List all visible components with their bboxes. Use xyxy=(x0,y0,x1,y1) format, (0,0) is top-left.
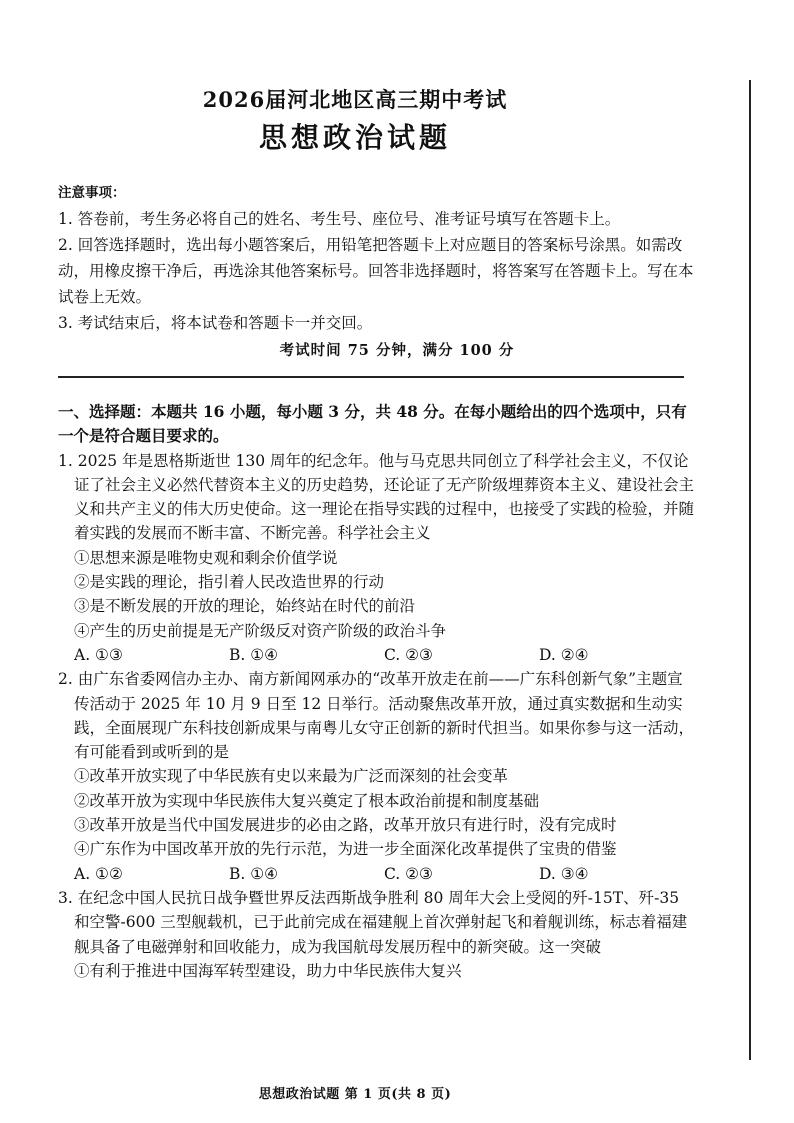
notice-block xyxy=(58,182,698,336)
answer-a: A. ①② xyxy=(74,864,123,883)
subject-title: 思想政治试题 xyxy=(258,121,451,154)
divider-line xyxy=(58,376,684,378)
answer-b: B. ①④ xyxy=(229,864,279,883)
answer-d: D. ③④ xyxy=(539,864,589,883)
answer-c: C. ②③ xyxy=(384,645,433,664)
question-3-stem: 3. 在纪念中国人民抗日战争暨世界反法西斯战争胜利 80 周年大会上受阅的歼-15T、歼-35 和空警-600 三型舰载机，已于此前完成在福建舰上首次弹射起飞和着舰训练，标志着福建舰具备了电磁弹射和回收能力，成为我国航母发展历程中的新突破。这一突破 xyxy=(58,888,688,956)
answer-d: D. ②④ xyxy=(539,645,589,664)
question-1-option: ②是实践的理论，指引着人民改造世界的行动 xyxy=(74,573,385,592)
question-3-option: ①有利于推进中国海军转型建设，助力中华民族伟大复兴 xyxy=(74,961,462,980)
page-footer: 思想政治试题 第 1 页(共 8 页) xyxy=(258,1087,452,1102)
question-1-option: ④产生的历史前提是无产阶级反对资产阶级的政治斗争 xyxy=(74,621,447,640)
notice-item-2: 2. 回答选择题时，选出每小题答案后，用铅笔把答题卡上对应题目的答案标号涂黑。如需改动，用橡皮擦干净后，再选涂其他答案标号。回答非选择题时，将答案写在答题卡上。写在本试卷上无效。 xyxy=(58,236,694,306)
exam-time: 考试时间 75 分钟，满分 100 分 xyxy=(279,342,515,359)
answer-c: C. ②③ xyxy=(384,864,433,883)
notice-item-1: 1. 答卷前，考生务必将自己的姓名、考生号、座位号、准考证号填写在答题卡上。 xyxy=(58,210,621,228)
question-2-option: ③改革开放是当代中国发展进步的必由之路，改革开放只有进行时，没有完成时 xyxy=(74,816,617,835)
answer-b: B. ①④ xyxy=(229,645,279,664)
question-2-answers xyxy=(58,862,694,886)
question-2-stem: 2. 由广东省委网信办主办、南方新闻网承办的“改革开放走在前——广东科创新气象”主题宣传活动于 2025 年 10 月 9 日至 12 日举行。活动聚焦改革开放，通过真实数据和生动实践，全面展现广东科技创新成果与南粤儿女守正创新的新时代担当。如果你参与这一活动，有可能看到或听到的是 xyxy=(58,670,695,762)
section-heading: 一、选择题：本题共 16 小题，每小题 3 分，共 48 分。在每小题给出的四个选项中，只有一个是符合题目要求的。 xyxy=(58,402,687,446)
notice-item-3: 3. 考试结束后，将本试卷和答题卡一并交回。 xyxy=(58,314,373,332)
question-1-option: ③是不断发展的开放的理论，始终站在时代的前沿 xyxy=(74,597,416,616)
question-2-option: ④广东作为中国改革开放的先行示范，为进一步全面深化改革提供了宝贵的借鉴 xyxy=(74,840,617,859)
question-1-stem: 1. 2025 年是恩格斯逝世 130 周年的纪念年。他与马克思共同创立了科学社会主义，不仅论证了社会主义必然代替资本主义的历史趋势，还论证了无产阶级埋葬资本主义、建设社会主义和共产主义的伟大历史使命。这一理论在指导实践的过程中，也接受了实践的检验，并随着实践的发展而不断丰富、不断完善。科学社会主义 xyxy=(58,451,695,543)
question-2-option: ①改革开放实现了中华民族有史以来最为广泛而深刻的社会变革 xyxy=(74,767,509,786)
answer-a: A. ①③ xyxy=(74,645,123,664)
question-1-option: ①思想来源是唯物史观和剩余价值学说 xyxy=(74,548,338,567)
question-2-option: ②改革开放为实现中华民族伟大复兴奠定了根本政治前提和制度基础 xyxy=(74,791,540,810)
question-body xyxy=(58,400,694,983)
question-1-answers xyxy=(58,643,694,667)
margin-rule xyxy=(749,80,751,1060)
notice-heading: 注意事项： xyxy=(58,185,126,201)
exam-title: 2026届河北地区高三期中考试 xyxy=(202,87,508,112)
